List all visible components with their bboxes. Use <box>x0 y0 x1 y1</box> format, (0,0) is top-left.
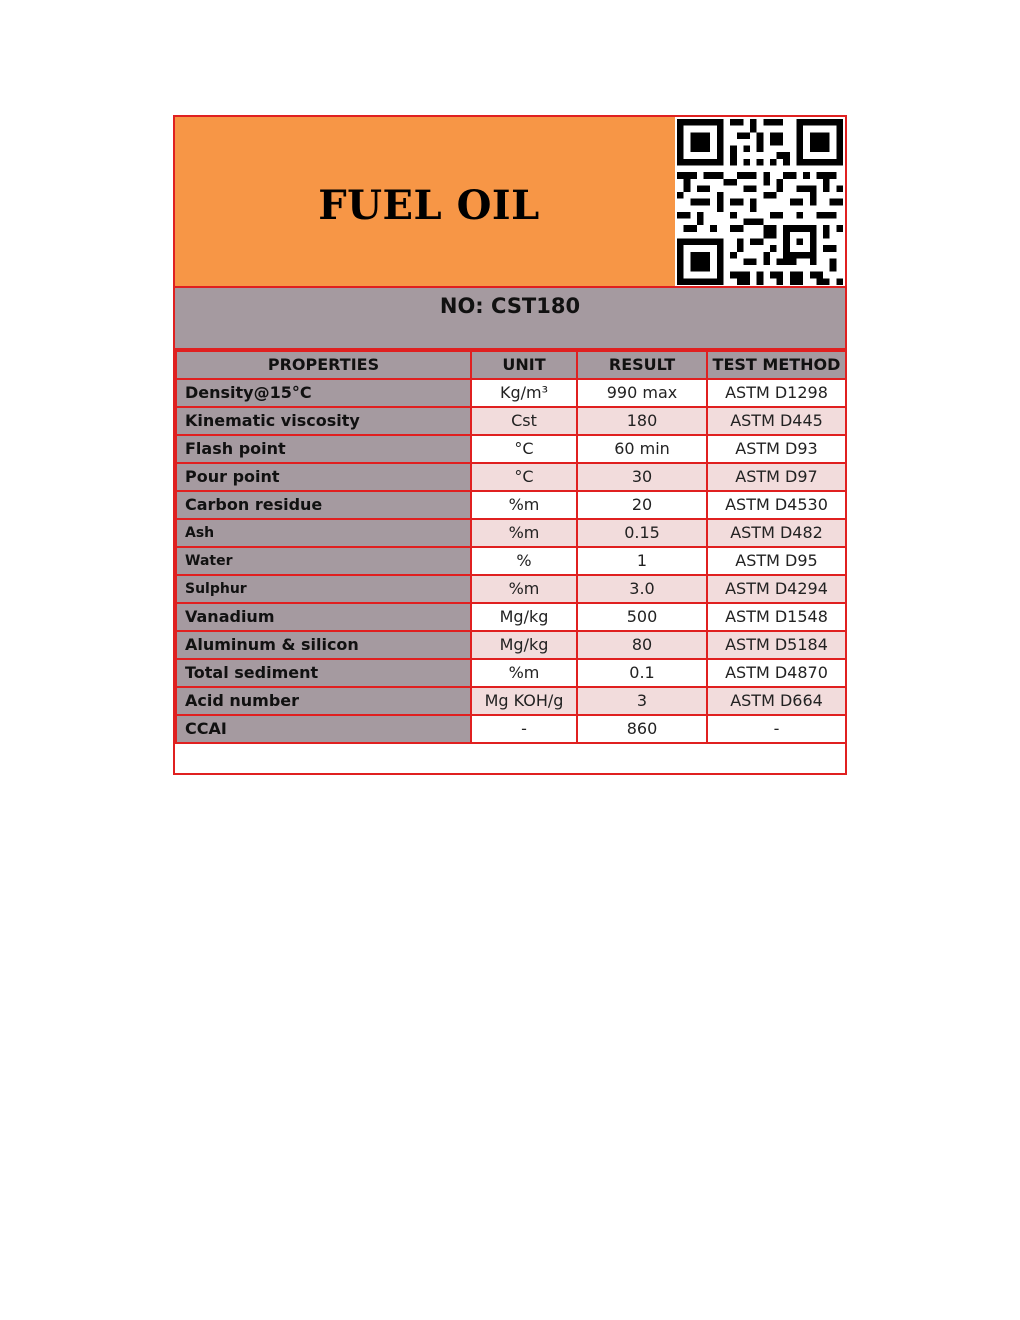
method-cell: ASTM D4530 <box>707 491 846 519</box>
table-row <box>176 631 846 659</box>
property-cell: Ash <box>176 519 471 547</box>
result-cell: 1 <box>577 547 707 575</box>
column-header-test-method: TEST METHOD <box>707 351 846 379</box>
unit-cell: Cst <box>471 407 577 435</box>
method-cell: ASTM D664 <box>707 687 846 715</box>
result-cell: 500 <box>577 603 707 631</box>
title-band <box>175 117 675 286</box>
column-header-result: RESULT <box>577 351 707 379</box>
property-cell: CCAI <box>176 715 471 743</box>
unit-cell: Mg/kg <box>471 631 577 659</box>
method-cell: ASTM D1548 <box>707 603 846 631</box>
property-cell: Carbon residue <box>176 491 471 519</box>
header <box>175 117 845 288</box>
product-number: NO: CST180 <box>439 294 581 318</box>
unit-cell: Kg/m³ <box>471 379 577 407</box>
product-title: FUEL OIL <box>318 182 540 229</box>
property-cell: Acid number <box>176 687 471 715</box>
table-row <box>176 715 846 743</box>
property-cell: Density@15°C <box>176 379 471 407</box>
spec-sheet <box>173 115 847 775</box>
table-row <box>176 603 846 631</box>
result-cell: 3.0 <box>577 575 707 603</box>
unit-cell: % <box>471 547 577 575</box>
unit-cell: °C <box>471 435 577 463</box>
result-cell: 20 <box>577 491 707 519</box>
table-row <box>176 463 846 491</box>
method-cell: ASTM D1298 <box>707 379 846 407</box>
unit-cell: - <box>471 715 577 743</box>
column-header-unit: UNIT <box>471 351 577 379</box>
method-cell: ASTM D5184 <box>707 631 846 659</box>
table-row <box>176 379 846 407</box>
method-cell: ASTM D4294 <box>707 575 846 603</box>
unit-cell: Mg KOH/g <box>471 687 577 715</box>
result-cell: 180 <box>577 407 707 435</box>
result-cell: 30 <box>577 463 707 491</box>
qr-code-icon <box>677 119 843 285</box>
result-cell: 860 <box>577 715 707 743</box>
unit-cell: %m <box>471 491 577 519</box>
result-cell: 3 <box>577 687 707 715</box>
method-cell: ASTM D482 <box>707 519 846 547</box>
property-cell: Aluminum & silicon <box>176 631 471 659</box>
unit-cell: Mg/kg <box>471 603 577 631</box>
unit-cell: %m <box>471 519 577 547</box>
property-cell: Flash point <box>176 435 471 463</box>
table-row <box>176 491 846 519</box>
table-row <box>176 687 846 715</box>
table-row <box>176 659 846 687</box>
property-cell: Kinematic viscosity <box>176 407 471 435</box>
table-row <box>176 547 846 575</box>
property-cell: Vanadium <box>176 603 471 631</box>
method-cell: ASTM D93 <box>707 435 846 463</box>
unit-cell: %m <box>471 659 577 687</box>
result-cell: 0.1 <box>577 659 707 687</box>
table-row <box>176 407 846 435</box>
property-cell: Pour point <box>176 463 471 491</box>
property-cell: Water <box>176 547 471 575</box>
method-cell: - <box>707 715 846 743</box>
property-cell: Sulphur <box>176 575 471 603</box>
result-cell: 60 min <box>577 435 707 463</box>
result-cell: 80 <box>577 631 707 659</box>
unit-cell: %m <box>471 575 577 603</box>
method-cell: ASTM D445 <box>707 407 846 435</box>
property-cell: Total sediment <box>176 659 471 687</box>
column-header-properties: PROPERTIES <box>176 351 471 379</box>
result-cell: 990 max <box>577 379 707 407</box>
method-cell: ASTM D4870 <box>707 659 846 687</box>
method-cell: ASTM D97 <box>707 463 846 491</box>
table-row <box>176 435 846 463</box>
unit-cell: °C <box>471 463 577 491</box>
table-row <box>176 575 846 603</box>
table-header-row <box>176 351 846 379</box>
table-row <box>176 519 846 547</box>
method-cell: ASTM D95 <box>707 547 846 575</box>
result-cell: 0.15 <box>577 519 707 547</box>
product-number-band <box>175 288 845 350</box>
spec-table <box>175 350 847 744</box>
